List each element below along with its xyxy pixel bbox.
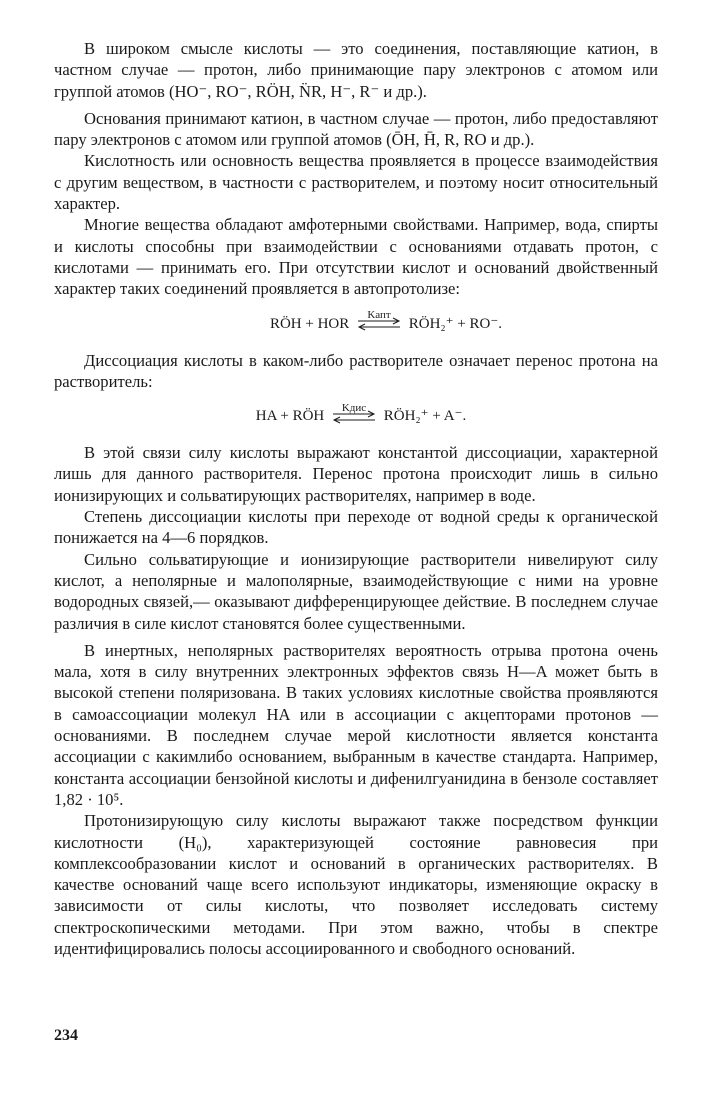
paragraph-acidity-function: Протонизирующую силу кислоты выражают также посредством функции кислотности (H₀), характеризующей состояние равновесия при комплексообразовании кислот и оснований в органических растворителях. В качестве оснований чаще всего используют индикаторы, изменяющие окраску в зависимости от силы кислоты, что позволяет исследовать систему спектроскопическими методами. При этом важно, чтобы в спектре идентифицировались полосы ассоциированного и свободного оснований. [54, 811, 658, 958]
constant-k-dis: Kдис [341, 401, 367, 414]
paragraph-acids-definition: В широком смысле кислоты — это соединения, поставляющие катион, в частном случае — протон, либо принимающие пару электронов с атомом или группой атомов (HO⁻, RO⁻, RÖH, N̈R, H⁻, R⁻ и др.). [54, 39, 658, 101]
paragraph-dissociation-constant: В этой связи силу кислоты выражают константой диссоциации, характерной лишь для данного растворителя. Перенос протона происходит лишь в сильно ионизирующих и сольватирующих растворителях, например в воде. [54, 443, 658, 505]
body-text [54, 38, 658, 959]
constant-k-apt: Kапт [367, 309, 391, 322]
paragraph-inert-solvents: В инертных, неполярных растворителях вероятность отрыва протона очень мала, хотя в силу внутренних электронных эффектов связь H—A может быть в высокой степени поляризована. В таких условиях кислотные свойства проявляются в самоассоциации молекул HA или в ассоциации с акцепторами протонов — основаниями. В последнем случае мерой кислотности является константа ассоциации с какимлибо основанием, выбранным в качестве стандарта. Например, константа ассоциации бензойной кислоты и дифенилгуанидина в бензоле составляет 1,82 · 10⁵. [54, 640, 658, 809]
formula-dissociation [54, 402, 658, 430]
equilibrium-arrow-icon [357, 309, 401, 333]
formula-autoprotolysis-right: RÖH₂⁺ + RO⁻. [408, 315, 503, 332]
paragraph-amphoteric: Многие вещества обладают амфотерными свойствами. Например, вода, спирты и кислоты способны при взаимодействии с основаниями отдавать протон, с кислотами — принимать его. При отсутствии кислот и оснований двойственный характер таких соединений проявляется в автопротолизе: [54, 215, 658, 299]
paragraph-dissociation-degree: Степень диссоциации кислоты при переходе от водной среды к органической понижается на 4—6 порядков. [54, 507, 658, 548]
equilibrium-arrow-icon [332, 401, 376, 426]
paragraph-solvents: Сильно сольватирующие и ионизирующие растворители нивелируют силу кислот, а неполярные и малополярные, взаимодействующие с ними на уровне водородных связей,— оказывают дифференцирующее действие. В последнем случае различия в силе кислот становятся более существенными. [54, 549, 658, 633]
page-number: 234 [54, 1027, 78, 1044]
paragraph-dissociation: Диссоциация кислоты в каком-либо растворителе означает перенос протона на растворитель: [54, 350, 658, 391]
formula-autoprotolysis [54, 310, 658, 338]
formula-dissociation-left: HA + RÖH [255, 408, 325, 425]
formula-autoprotolysis-left: RÖH + HOR [269, 315, 350, 332]
formula-dissociation-right: RÖH₂⁺ + A⁻. [383, 408, 467, 425]
paragraph-bases-definition: Основания принимают катион, в частном случае — протон, либо предоставляют пару электронов с атомом или группой атомов (ŌH, H̄, R, RO и др.). [54, 108, 658, 150]
paragraph-relativity: Кислотность или основность вещества проявляется в процессе взаимодействия с другим веществом, в частности с растворителем, и поэтому носит относительный характер. [54, 151, 658, 214]
